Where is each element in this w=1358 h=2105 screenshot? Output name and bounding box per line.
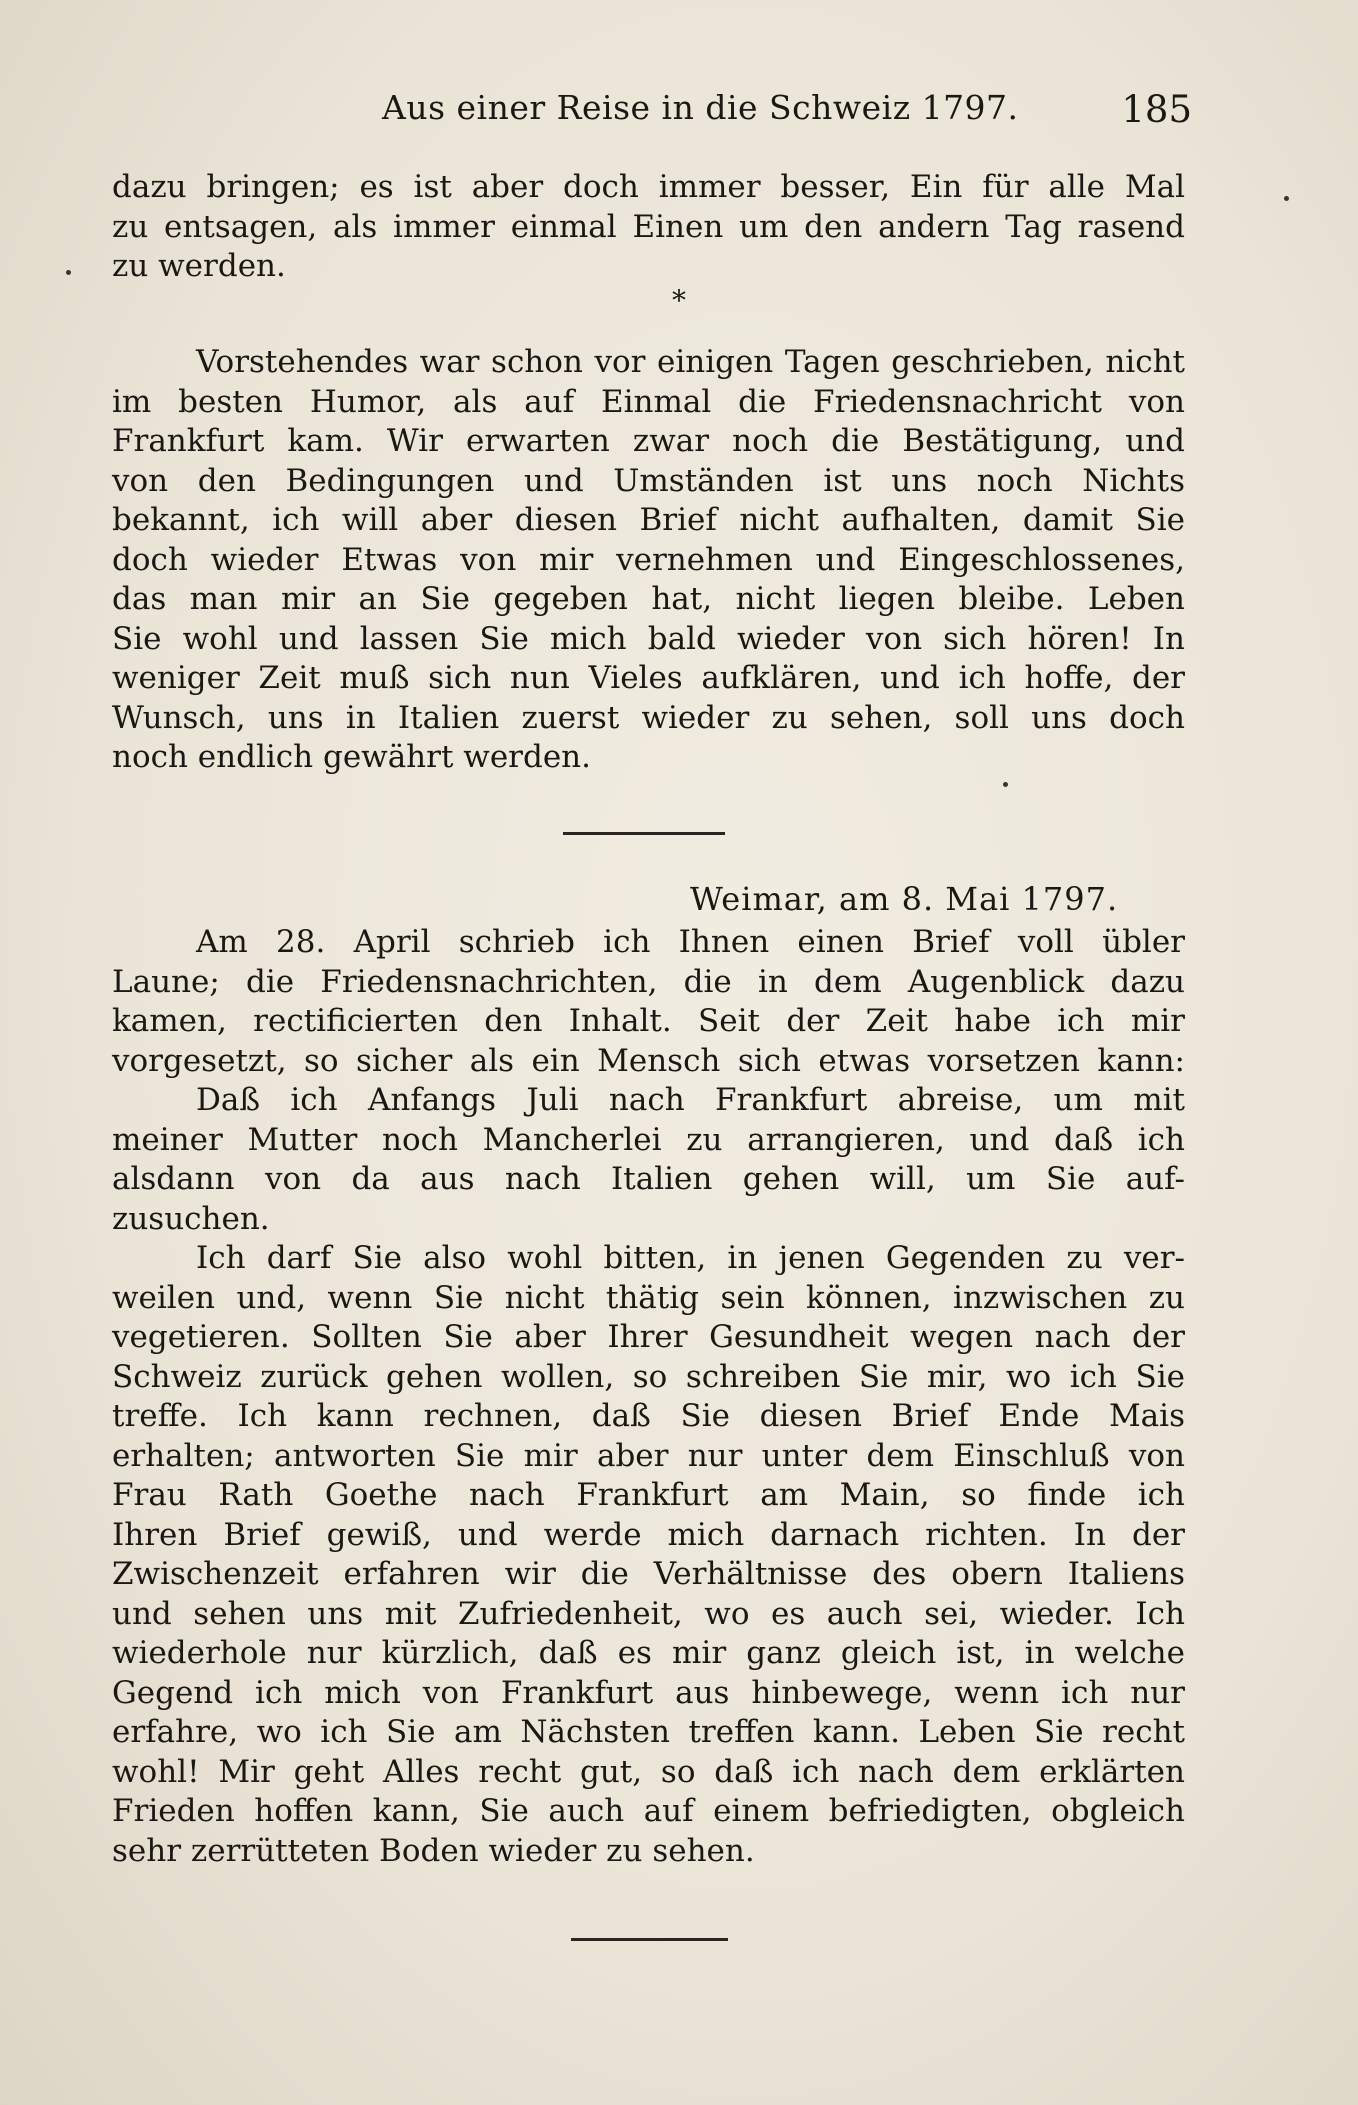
text-line: kamen, rectificierten den Inhalt. Seit der Zeit habe ich mir: [112, 1003, 1185, 1039]
section-asterism: *: [672, 284, 686, 317]
text-line: und sehen uns mit Zufriedenheit, wo es auch sei, wieder. Ich: [112, 1595, 1185, 1632]
text-line: das man mir an Sie gegeben hat, nicht liegen bleibe. Leben: [112, 581, 1185, 617]
text-line: weniger Zeit muß sich nun Vieles aufklären, und ich hoffe, der: [112, 660, 1185, 696]
text-line: noch endlich gewährt werden.: [112, 739, 591, 775]
text-line: Vorstehendes war schon vor einigen Tagen geschrieben, nicht: [196, 344, 1185, 380]
text-line: Frankfurt kam. Wir erwarten zwar noch die Bestätigung, und: [112, 423, 1185, 459]
text-line: bekannt, ich will aber diesen Brief nicht aufhalten, damit Sie: [112, 502, 1185, 538]
section-divider-rule: [563, 832, 725, 835]
text-line: zu entsagen, als immer einmal Einen um den andern Tag rasend: [112, 208, 1185, 245]
paper-speck: [1003, 782, 1008, 787]
text-line: Ich darf Sie also wohl bitten, in jenen Gegenden zu ver-: [196, 1240, 1185, 1276]
text-line: wiederhole nur kürzlich, daß es mir ganz gleich ist, in welche: [112, 1635, 1185, 1671]
text-line: Zwischenzeit erfahren wir die Verhältnisse des obern Italiens: [112, 1556, 1185, 1592]
text-line: meiner Mutter noch Mancherlei zu arrangieren, und daß ich: [112, 1121, 1185, 1158]
text-line: erhalten; antworten Sie mir aber nur unter dem Einschluß von: [112, 1437, 1185, 1474]
text-line: Schweiz zurück gehen wollen, so schreiben Sie mir, wo ich Sie: [112, 1358, 1185, 1395]
text-line: treffe. Ich kann rechnen, daß Sie diesen Brief Ende Mais: [112, 1398, 1185, 1434]
paragraph-letter: [112, 923, 1185, 1871]
paragraph-postscript: [112, 343, 1185, 778]
paper-speck: [1284, 196, 1289, 201]
text-line: zu werden.: [112, 248, 286, 284]
text-line: Ihren Brief gewiß, und werde mich darnach richten. In der: [112, 1516, 1185, 1553]
text-line: Am 28. April schrieb ich Ihnen einen Brief voll übler: [196, 924, 1185, 960]
text-line: zusuchen.: [112, 1200, 270, 1237]
text-line: alsdann von da aus nach Italien gehen will, um Sie auf-: [112, 1161, 1185, 1197]
text-line: dazu bringen; es ist aber doch immer besser, Ein für alle Mal: [112, 169, 1185, 205]
text-line: Laune; die Friedensnachrichten, die in dem Augenblick dazu: [112, 963, 1185, 1000]
text-line: Daß ich Anfangs Juli nach Frankfurt abreise, um mit: [196, 1082, 1185, 1118]
page-header: [112, 88, 1192, 138]
text-line: vorgesetzt, so sicher als ein Mensch sich etwas vorsetzen kann:: [112, 1042, 1185, 1079]
text-line: sehr zerrütteten Boden wieder zu sehen.: [112, 1832, 755, 1869]
text-line: Wunsch, uns in Italien zuerst wieder zu sehen, soll uns doch: [112, 699, 1185, 736]
closing-divider-rule: [571, 1938, 728, 1941]
text-line: von den Bedingungen und Umständen ist uns noch Nichts: [112, 462, 1185, 499]
text-line: im besten Humor, als auf Einmal die Friedensnachricht von: [112, 383, 1185, 420]
text-line: Sie wohl und lassen Sie mich bald wieder von sich hören! In: [112, 620, 1185, 657]
running-title: Aus einer Reise in die Schweiz 1797.: [382, 88, 1019, 127]
text-line: doch wieder Etwas von mir vernehmen und Eingeschlossenes,: [112, 541, 1185, 578]
page-number: 185: [1121, 88, 1192, 131]
letter-dateline: Weimar, am 8. Mai 1797.: [690, 880, 1119, 918]
text-line: wohl! Mir geht Alles recht gut, so daß ich nach dem erklärten: [112, 1753, 1185, 1790]
text-line: Frau Rath Goethe nach Frankfurt am Main, so finde ich: [112, 1477, 1185, 1513]
text-line: erfahre, wo ich Sie am Nächsten treffen kann. Leben Sie recht: [112, 1714, 1185, 1750]
text-line: Gegend ich mich von Frankfurt aus hinbewege, wenn ich nur: [112, 1674, 1185, 1711]
paper-speck: [66, 270, 71, 275]
text-line: vegetieren. Sollten Sie aber Ihrer Gesundheit wegen nach der: [112, 1319, 1185, 1355]
text-line: Frieden hoffen kann, Sie auch auf einem befriedigten, obgleich: [112, 1793, 1185, 1829]
text-line: weilen und, wenn Sie nicht thätig sein können, inzwischen zu: [112, 1279, 1185, 1316]
paragraph-continuation: [112, 168, 1185, 287]
